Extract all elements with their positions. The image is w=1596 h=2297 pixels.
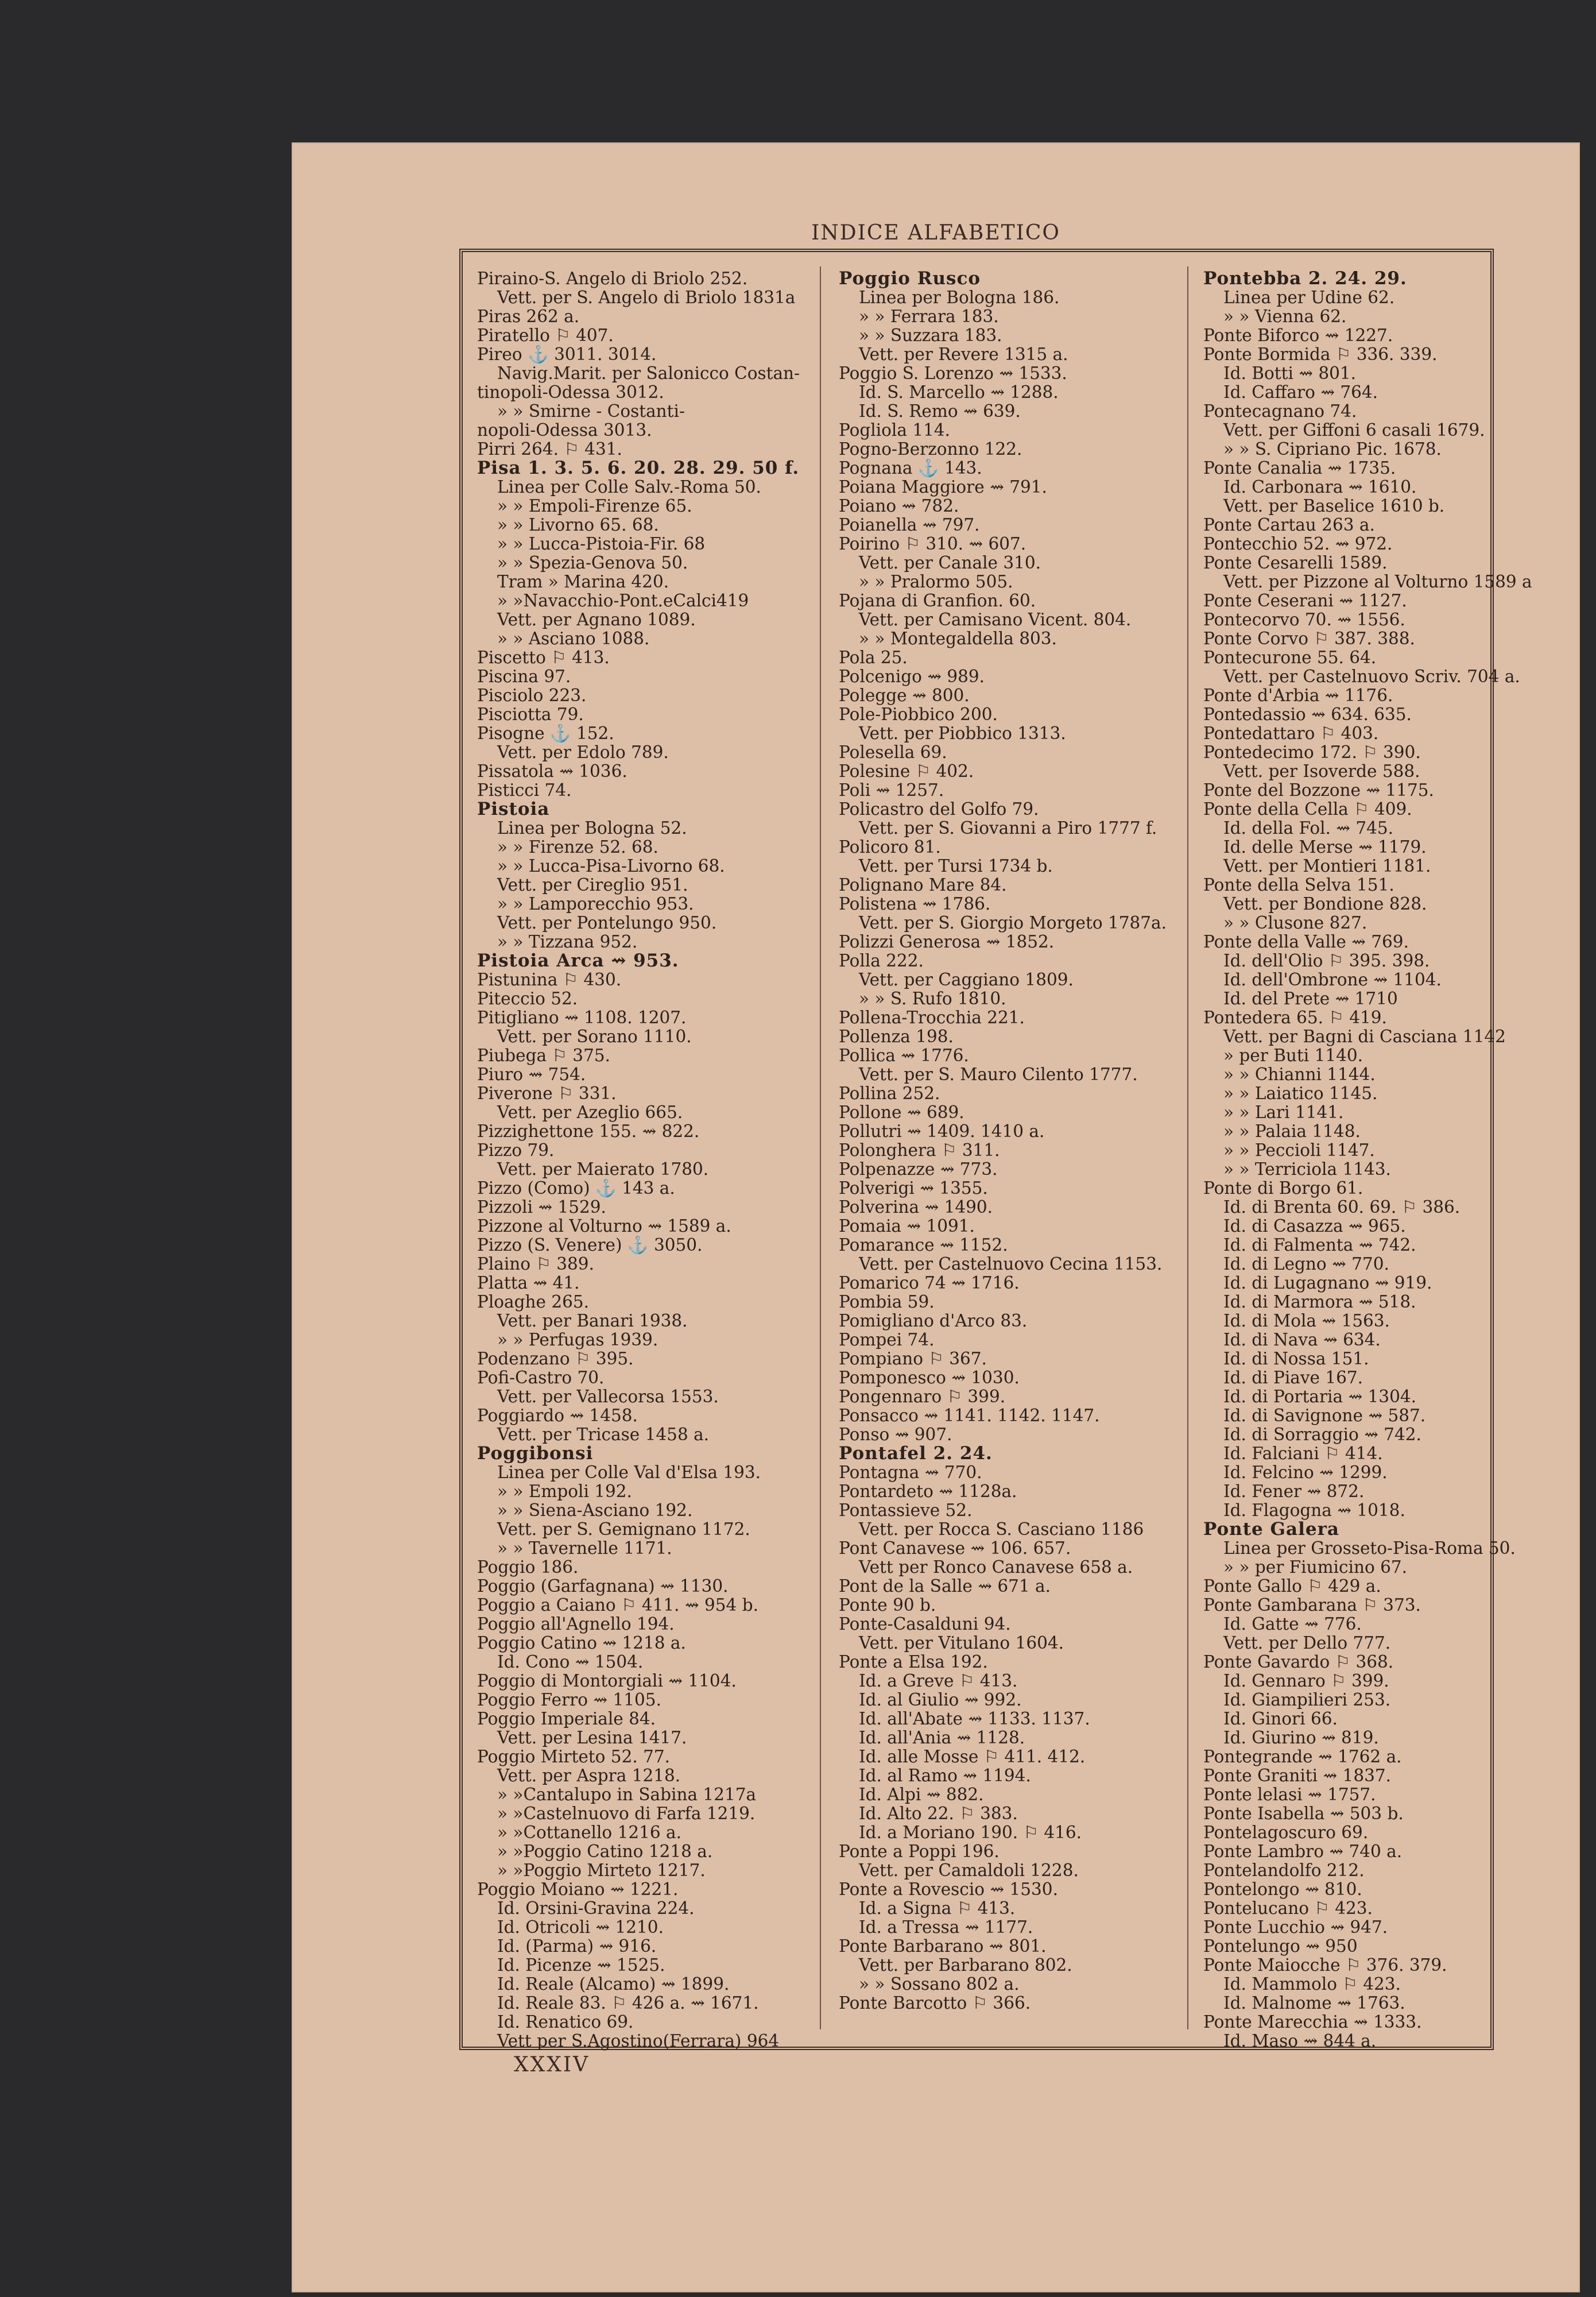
index-entry: Pontelungo ⇝ 950 (1203, 1937, 1358, 1956)
index-entry: Vett. per Rocca S. Casciano 1186 (859, 1520, 1144, 1539)
index-entry: Id. del Prete ⇝ 1710 (1223, 989, 1398, 1008)
index-entry: Polonghera ⚐ 311. (839, 1141, 1000, 1160)
index-entry: Ponte Cesarelli 1589. (1203, 554, 1388, 573)
index-entry: Vett. per Pontelungo 950. (497, 914, 717, 933)
index-entry: Pontegrande ⇝ 1762 a. (1203, 1747, 1402, 1766)
index-entry: » » S. Rufo 1810. (859, 989, 1006, 1008)
index-entry: Polizzi Generosa ⇝ 1852. (839, 933, 1055, 952)
index-entry: Piscina 97. (477, 667, 571, 686)
column-divider (1187, 266, 1188, 2029)
index-entry: Ponte Ceserani ⇝ 1127. (1203, 591, 1407, 610)
index-entry: Pontafel 2. 24. (839, 1444, 993, 1463)
index-entry: Pojana di Granfion. 60. (839, 591, 1036, 610)
index-entry: » » Lari 1141. (1223, 1103, 1344, 1122)
index-entry: Id. all'Ania ⇝ 1128. (859, 1728, 1025, 1747)
index-entry: Id. di Piave 167. (1223, 1368, 1363, 1387)
index-entry: Pomarico 74 ⇝ 1716. (839, 1274, 1020, 1293)
index-entry: Piratello ⚐ 407. (477, 326, 614, 345)
index-entry: Pizzo (S. Venere) ⚓ 3050. (477, 1236, 703, 1255)
index-entry: Id. di Legno ⇝ 770. (1223, 1255, 1389, 1274)
index-entry: Ponte Canalia ⇝ 1735. (1203, 459, 1396, 478)
index-entry: Pomigliano d'Arco 83. (839, 1312, 1028, 1331)
index-entry: Pofi-Castro 70. (477, 1368, 605, 1387)
index-entry: Id. Gatte ⇝ 776. (1223, 1615, 1362, 1634)
index-entry: Vett. per Baselice 1610 b. (1223, 497, 1445, 516)
index-entry: Id. al Giulio ⇝ 992. (859, 1691, 1022, 1710)
index-entry: Pitigliano ⇝ 1108. 1207. (477, 1008, 687, 1027)
index-entry: Id. di Lugagnano ⇝ 919. (1223, 1274, 1432, 1293)
index-entry: Piscetto ⚐ 413. (477, 648, 610, 667)
index-entry: Poggio S. Lorenzo ⇝ 1533. (839, 364, 1067, 383)
index-entry: Id. Cono ⇝ 1504. (497, 1653, 644, 1672)
index-entry: Pisticci 74. (477, 781, 572, 800)
index-entry: Poggio (Garfagnana) ⇝ 1130. (477, 1577, 729, 1596)
index-entry: Pontedassio ⇝ 634. 635. (1203, 705, 1412, 724)
index-entry: Ponte della Valle ⇝ 769. (1203, 933, 1409, 952)
index-entry: Id. Ginori 66. (1223, 1710, 1338, 1728)
index-entry: Pizzighettone 155. ⇝ 822. (477, 1122, 700, 1141)
index-entry: Polesine ⚐ 402. (839, 762, 974, 781)
index-entry: Polverina ⇝ 1490. (839, 1198, 993, 1217)
index-entry: Ponso ⇝ 907. (839, 1425, 952, 1444)
index-entry: Vett. per Lesina 1417. (497, 1728, 687, 1747)
index-entry: Pongennaro ⚐ 399. (839, 1387, 1006, 1406)
book-page (293, 144, 1579, 2291)
index-entry: Ponte a Elsa 192. (839, 1653, 988, 1672)
index-entry: Id. di Brenta 60. 69. ⚐ 386. (1223, 1198, 1461, 1217)
index-entry: Id. all'Abate ⇝ 1133. 1137. (859, 1710, 1090, 1728)
index-entry: Id. di Nava ⇝ 634. (1223, 1331, 1381, 1349)
index-entry: » » Lucca-Pisa-Livorno 68. (497, 857, 725, 876)
index-entry: Vett. per S. Mauro Cilento 1777. (859, 1065, 1138, 1084)
index-entry: Pontelandolfo 212. (1203, 1861, 1365, 1880)
index-entry: Poggio a Caiano ⚐ 411. ⇝ 954 b. (477, 1596, 758, 1615)
index-frame (459, 249, 1532, 2051)
index-entry: Poli ⇝ 1257. (839, 781, 944, 800)
index-entry: Ponte Gallo ⚐ 429 a. (1203, 1577, 1381, 1596)
index-entry: Linea per Grosseto-Pisa-Roma 50. (1223, 1539, 1516, 1558)
index-entry: Vett. per Montieri 1181. (1223, 857, 1431, 876)
index-entry: Id. Gennaro ⚐ 399. (1223, 1672, 1389, 1691)
index-entry: Pontelongo ⇝ 810. (1203, 1880, 1362, 1899)
index-entry: Vett. per Vitulano 1604. (859, 1634, 1064, 1653)
index-entry: Pizzone al Volturno ⇝ 1589 a. (477, 1217, 731, 1236)
index-entry: Poiano ⇝ 782. (839, 497, 959, 516)
index-entry: Ponte Marecchia ⇝ 1333. (1203, 2013, 1422, 2032)
index-entry: Polla 222. (839, 952, 924, 970)
index-entry: Pollina 252. (839, 1084, 940, 1103)
index-entry: Poggio Ferro ⇝ 1105. (477, 1691, 661, 1710)
index-entry: Vett. per S. Angelo di Briolo 1831a (497, 288, 796, 307)
index-entry: Id. di Sorraggio ⇝ 742. (1223, 1425, 1421, 1444)
index-entry: » » Siena-Asciano 192. (497, 1501, 693, 1520)
index-entry: Id. Otricoli ⇝ 1210. (497, 1918, 664, 1937)
index-entry: Linea per Colle Salv.-Roma 50. (497, 478, 761, 497)
index-entry: Pombia 59. (839, 1293, 935, 1312)
index-entry: Piraino-S. Angelo di Briolo 252. (477, 269, 748, 288)
index-entry: Id. Falciani ⚐ 414. (1223, 1444, 1383, 1463)
index-entry: Id. di Casazza ⇝ 965. (1223, 1217, 1406, 1236)
index-entry: Ploaghe 265. (477, 1293, 590, 1312)
index-entry: Pisogne ⚓ 152. (477, 724, 614, 743)
index-entry: Id. S. Marcello ⇝ 1288. (859, 383, 1059, 402)
index-entry: Id. della Fol. ⇝ 745. (1223, 819, 1394, 838)
index-entry: » » Empoli-Firenze 65. (497, 497, 692, 516)
index-entry: Linea per Udine 62. (1223, 288, 1395, 307)
index-column-2 (839, 269, 1177, 2013)
index-entry: Pontedecimo 172. ⚐ 390. (1203, 743, 1421, 762)
index-entry: » » Vienna 62. (1223, 307, 1347, 326)
index-entry: Piteccio 52. (477, 989, 578, 1008)
index-entry: Id. Renatico 69. (497, 2013, 634, 2032)
index-entry: Tram » Marina 420. (497, 573, 669, 591)
index-entry: Ponte Lucchio ⇝ 947. (1203, 1918, 1388, 1937)
index-entry: Vett per S.Agostino(Ferrara) 964 (497, 2032, 780, 2051)
index-entry: Poggio Imperiale 84. (477, 1710, 656, 1728)
index-entry: » »Poggio Mirteto 1217. (497, 1861, 706, 1880)
index-entry: Vett. per Barbarano 802. (859, 1956, 1072, 1975)
index-entry: Id. Mammolo ⚐ 423. (1223, 1975, 1401, 1994)
index-entry: Id. (Parma) ⇝ 916. (497, 1937, 657, 1956)
index-entry: » » Peccioli 1147. (1223, 1141, 1375, 1160)
index-entry: Id. a Tressa ⇝ 1177. (859, 1918, 1033, 1937)
index-entry: Id. di Marmora ⇝ 518. (1223, 1293, 1416, 1312)
index-entry: Pomarance ⇝ 1152. (839, 1236, 1008, 1255)
index-column-3 (1203, 269, 1548, 2051)
index-entry: Pontecorvo 70. ⇝ 1556. (1203, 610, 1405, 629)
index-entry: Vett. per Castelnuovo Scriv. 704 a. (1223, 667, 1520, 686)
index-entry: » » Smirne - Costanti- (497, 402, 685, 421)
index-entry: Plaino ⚐ 389. (477, 1255, 594, 1274)
index-entry: Pistoia (477, 800, 550, 819)
index-entry: Piuro ⇝ 754. (477, 1065, 586, 1084)
index-entry: Ponte Cartau 263 a. (1203, 516, 1375, 535)
index-entry: Ponte Biforco ⇝ 1227. (1203, 326, 1393, 345)
index-entry: Id. delle Merse ⇝ 1179. (1223, 838, 1427, 857)
index-entry: Piras 262 a. (477, 307, 580, 326)
index-entry: » » Ferrara 183. (859, 307, 999, 326)
index-entry: Id. Fener ⇝ 872. (1223, 1482, 1365, 1501)
index-entry: Ponte Gambarana ⚐ 373. (1203, 1596, 1421, 1615)
index-entry: Id. Reale (Alcamo) ⇝ 1899. (497, 1975, 730, 1994)
index-entry: Id. a Moriano 190. ⚐ 416. (859, 1823, 1082, 1842)
index-entry: » »Poggio Catino 1218 a. (497, 1842, 713, 1861)
index-entry: Poiana Maggiore ⇝ 791. (839, 478, 1047, 497)
index-entry: Pola 25. (839, 648, 908, 667)
index-entry: Id. S. Remo ⇝ 639. (859, 402, 1021, 421)
index-entry: Id. di Portaria ⇝ 1304. (1223, 1387, 1416, 1406)
index-entry: Id. di Savignone ⇝ 587. (1223, 1406, 1426, 1425)
index-entry: Linea per Colle Val d'Elsa 193. (497, 1463, 761, 1482)
index-entry: Linea per Bologna 52. (497, 819, 687, 838)
index-entry: Id. Picenze ⇝ 1525. (497, 1956, 665, 1975)
index-entry: Poggibonsi (477, 1444, 594, 1463)
index-entry: tinopoli-Odessa 3012. (477, 383, 664, 402)
index-entry: » » Asciano 1088. (497, 629, 650, 648)
index-entry: Ponte a Poppi 196. (839, 1842, 1000, 1861)
index-entry: Id. di Falmenta ⇝ 742. (1223, 1236, 1416, 1255)
index-entry: Pisciolo 223. (477, 686, 587, 705)
column-divider (820, 266, 821, 2029)
index-entry: » » Empoli 192. (497, 1482, 632, 1501)
index-entry: Vett. per S. Giorgio Morgeto 1787a. (859, 914, 1167, 933)
index-entry: Id. Felcino ⇝ 1299. (1223, 1463, 1388, 1482)
index-entry: » » Terriciola 1143. (1223, 1160, 1391, 1179)
index-entry: » » Tizzana 952. (497, 933, 638, 952)
index-entry: » » per Fiumicino 67. (1223, 1558, 1407, 1577)
index-entry: Pollica ⇝ 1776. (839, 1046, 969, 1065)
index-entry: Polistena ⇝ 1786. (839, 895, 991, 914)
index-entry: Poggio Catino ⇝ 1218 a. (477, 1634, 686, 1653)
index-entry: Ponte della Cella ⚐ 409. (1203, 800, 1412, 819)
index-entry: Pontardeto ⇝ 1128a. (839, 1482, 1017, 1501)
index-entry: Id. Flagogna ⇝ 1018. (1223, 1501, 1405, 1520)
index-entry: Id. dell'Olio ⚐ 395. 398. (1223, 952, 1430, 970)
index-entry: Vett. per Castelnuovo Cecina 1153. (859, 1255, 1163, 1274)
index-entry: Ponte Barcotto ⚐ 366. (839, 1994, 1031, 2013)
index-entry: Vett. per Sorano 1110. (497, 1027, 692, 1046)
index-entry: » »Cantalupo in Sabina 1217a (497, 1785, 757, 1804)
index-entry: Ponte Gavardo ⚐ 368. (1203, 1653, 1394, 1672)
index-entry: » per Buti 1140. (1223, 1046, 1363, 1065)
index-entry: Pollena-Trocchia 221. (839, 1008, 1025, 1027)
index-entry: » » Livorno 65. 68. (497, 516, 659, 535)
index-entry: Vett per Ronco Canavese 658 a. (859, 1558, 1133, 1577)
index-entry: Vett. per Giffoni 6 casali 1679. (1223, 421, 1485, 440)
index-entry: Id. dell'Ombrone ⇝ 1104. (1223, 970, 1442, 989)
index-entry: Pissatola ⇝ 1036. (477, 762, 627, 781)
index-entry: Poggio Rusco (839, 269, 981, 288)
index-entry: Pole-Piobbico 200. (839, 705, 998, 724)
index-entry: Ponte 90 b. (839, 1596, 936, 1615)
index-entry: Polverigi ⇝ 1355. (839, 1179, 988, 1198)
index-entry: Poggio Moiano ⇝ 1221. (477, 1880, 679, 1899)
index-entry: » » Tavernelle 1171. (497, 1539, 672, 1558)
index-entry: Pontassieve 52. (839, 1501, 973, 1520)
index-entry: » » Suzzara 183. (859, 326, 1002, 345)
index-entry: Id. di Nossa 151. (1223, 1349, 1369, 1368)
index-entry: Pontedera 65. ⚐ 419. (1203, 1008, 1387, 1027)
index-entry: Vett. per Banari 1938. (497, 1312, 688, 1331)
index-entry: Poggio Mirteto 52. 77. (477, 1747, 671, 1766)
index-entry: Pistunina ⚐ 430. (477, 970, 622, 989)
index-entry: Pollone ⇝ 689. (839, 1103, 964, 1122)
index-entry: Policoro 81. (839, 838, 941, 857)
index-entry: Polesella 69. (839, 743, 947, 762)
index-entry: Pomaia ⇝ 1091. (839, 1217, 975, 1236)
index-entry: » » Laiatico 1145. (1223, 1084, 1378, 1103)
index-entry: Pontagna ⇝ 770. (839, 1463, 982, 1482)
index-entry: Vett. per Camaldoli 1228. (859, 1861, 1079, 1880)
index-entry: Ponte Isabella ⇝ 503 b. (1203, 1804, 1404, 1823)
index-entry: Id. Giampilieri 253. (1223, 1691, 1391, 1710)
index-entry: Ponte Corvo ⚐ 387. 388. (1203, 629, 1415, 648)
index-entry: Ponte a Rovescio ⇝ 1530. (839, 1880, 1058, 1899)
index-entry: Poggio di Montorgiali ⇝ 1104. (477, 1672, 737, 1691)
index-entry: Pizzo (Como) ⚓ 143 a. (477, 1179, 675, 1198)
index-entry: » » Sossano 802 a. (859, 1975, 1020, 1994)
index-entry: Pognana ⚓ 143. (839, 459, 982, 478)
index-entry: Pontelagoscuro 69. (1203, 1823, 1369, 1842)
index-entry: Polegge ⇝ 800. (839, 686, 970, 705)
index-entry: Ponteluca​no ⚐ 423. (1203, 1899, 1373, 1918)
index-entry: Id. alle Mosse ⚐ 411. 412. (859, 1747, 1086, 1766)
index-entry: Pisa 1. 3. 5. 6. 20. 28. 29. 50 f. (477, 459, 800, 478)
index-entry: Id. Reale 83. ⚐ 426 a. ⇝ 1671. (497, 1994, 759, 2013)
index-entry: Linea per Bologna 186. (859, 288, 1060, 307)
index-entry: Ponte del Bozzone ⇝ 1175. (1203, 781, 1434, 800)
index-entry: Pontecchio 52. ⇝ 972. (1203, 535, 1393, 554)
index-entry: Vett. per Revere 1315 a. (859, 345, 1068, 364)
index-entry: Id. Alto 22. ⚐ 383. (859, 1804, 1018, 1823)
index-entry: Pogno-Berzonno 122. (839, 440, 1022, 459)
index-entry: Id. Giurino ⇝ 819. (1223, 1728, 1379, 1747)
index-entry: nopoli-Odessa 3013. (477, 421, 652, 440)
index-entry: Pireo ⚓ 3011. 3014. (477, 345, 657, 364)
index-entry: Id. Malnome ⇝ 1763. (1223, 1994, 1405, 2013)
index-entry: Vett. per Bagni di Casciana 1142 (1223, 1027, 1506, 1046)
index-entry: Ponte di Borgo 61. (1203, 1179, 1363, 1198)
index-entry: Vett. per Caggiano 1809. (859, 970, 1074, 989)
index-entry: Vett. per Agnano 1089. (497, 610, 696, 629)
index-entry: » » Firenze 52. 68. (497, 838, 658, 857)
index-entry: Pollutri ⇝ 1409. 1410 a. (839, 1122, 1045, 1141)
index-entry: Pontecagnano 74. (1203, 402, 1357, 421)
index-entry: » » Palaia 1148. (1223, 1122, 1361, 1141)
index-entry: Id. Botti ⇝ 801. (1223, 364, 1357, 383)
index-entry: Vett. per Pizzone al Volturno 1589 a (1223, 573, 1532, 591)
index-entry: Pompei 74. (839, 1331, 935, 1349)
index-entry: Pirri 264. ⚐ 431. (477, 440, 622, 459)
index-entry: Vett. per Vallecorsa 1553. (497, 1387, 719, 1406)
index-entry: Vett. per Tricase 1458 a. (497, 1425, 710, 1444)
index-entry: Pontecurone 55. 64. (1203, 648, 1377, 667)
index-entry: Vett. per Dello 777. (1223, 1634, 1391, 1653)
index-entry: Vett. per Tursi 1734 b. (859, 857, 1053, 876)
index-entry: Poggio 186. (477, 1558, 579, 1577)
index-entry: Vett. per Isoverde 588. (1223, 762, 1420, 781)
index-entry: Id. Alpi ⇝ 882. (859, 1785, 984, 1804)
index-entry: » » Spezia-Genova 50. (497, 554, 688, 573)
index-entry: » »Cottanello 1216 a. (497, 1823, 681, 1842)
index-entry: » » Lamporecchio 953. (497, 895, 694, 914)
index-entry: Poggiardo ⇝ 1458. (477, 1406, 638, 1425)
index-entry: Ponte Bormida ⚐ 336. 339. (1203, 345, 1438, 364)
index-entry: Polignano Mare 84. (839, 876, 1007, 895)
index-entry: Piverone ⚐ 331. (477, 1084, 617, 1103)
index-entry: Id. Maso ⇝ 844 a. (1223, 2032, 1377, 2051)
index-entry: Policastro del Golfo 79. (839, 800, 1039, 819)
index-entry: Id. al Ramo ⇝ 1194. (859, 1766, 1031, 1785)
index-entry: Pontebba 2. 24. 29. (1203, 269, 1407, 288)
index-entry: Id. a Signa ⚐ 413. (859, 1899, 1016, 1918)
index-entry: » » Chianni 1144. (1223, 1065, 1376, 1084)
index-entry: » » Clusone 827. (1223, 914, 1368, 933)
index-entry: Ponte Galera (1203, 1520, 1340, 1539)
index-entry: » »Navacchio-Pont.eCalci419 (497, 591, 749, 610)
index-entry: Ponte Barbarano ⇝ 801. (839, 1937, 1047, 1956)
index-entry: Vett. per Piobbico 1313. (859, 724, 1066, 743)
index-entry: Pizzo 79. (477, 1141, 555, 1160)
index-entry: Ponte Lambro ⇝ 740 a. (1203, 1842, 1403, 1861)
index-entry: Id. Orsini-Gravina 224. (497, 1899, 695, 1918)
index-entry: » » Perfugas 1939. (497, 1331, 658, 1349)
index-entry: Vett. per Aspra 1218. (497, 1766, 681, 1785)
index-entry: Podenzano ⚐ 395. (477, 1349, 634, 1368)
index-entry: Vett. per S. Giovanni a Piro 1777 f. (859, 819, 1157, 838)
index-column-1 (477, 269, 807, 2051)
index-entry: Vett. per Bondione 828. (1223, 895, 1427, 914)
index-entry: Pollenza 198. (839, 1027, 954, 1046)
index-entry: » » Pralormo 505. (859, 573, 1013, 591)
index-entry: » » Montegaldella 803. (859, 629, 1057, 648)
index-entry: Ponte lelasi ⇝ 1757. (1203, 1785, 1376, 1804)
index-entry: Polpenazze ⇝ 773. (839, 1160, 998, 1179)
index-entry: Pont Canavese ⇝ 106. 657. (839, 1539, 1071, 1558)
index-entry: Platta ⇝ 41. (477, 1274, 580, 1293)
index-entry: Id. Carbonara ⇝ 1610. (1223, 478, 1417, 497)
index-entry: Ponte d'Arbia ⇝ 1176. (1203, 686, 1393, 705)
index-entry: Vett. per S. Gemignano 1172. (497, 1520, 750, 1539)
index-entry: Poirino ⚐ 310. ⇝ 607. (839, 535, 1026, 554)
index-entry: Pomponesco ⇝ 1030. (839, 1368, 1020, 1387)
index-entry: Navig.Marit. per Salonicco Costan- (497, 364, 800, 383)
index-entry: » »Castelnuovo di Farfa 1219. (497, 1804, 756, 1823)
index-entry: Pontedattaro ⚐ 403. (1203, 724, 1379, 743)
index-entry: Pisciotta 79. (477, 705, 584, 724)
index-entry: Ponte Maiocche ⚐ 376. 379. (1203, 1956, 1447, 1975)
page-number: XXXIV (514, 2053, 590, 2076)
index-entry: Id. Caffaro ⇝ 764. (1223, 383, 1378, 402)
index-entry: Vett. per Maierato 1780. (497, 1160, 709, 1179)
index-entry: Polcenigo ⇝ 989. (839, 667, 985, 686)
index-entry: » » S. Cipriano Pic. 1678. (1223, 440, 1442, 459)
index-entry: » » Lucca-Pistoia-Fir. 68 (497, 535, 706, 554)
index-entry: Poggio all'Agnello 194. (477, 1615, 675, 1634)
index-entry: Ponte Graniti ⇝ 1837. (1203, 1766, 1392, 1785)
index-entry: Vett. per Edolo 789. (497, 743, 669, 762)
index-entry: Pompiano ⚐ 367. (839, 1349, 987, 1368)
index-entry: Piubega ⚐ 375. (477, 1046, 610, 1065)
index-entry: Vett. per Azeglio 665. (497, 1103, 683, 1122)
index-entry: Pont de la Salle ⇝ 671 a. (839, 1577, 1051, 1596)
page-header: INDICE ALFABETICO (811, 221, 1060, 245)
index-entry: Pogliola 114. (839, 421, 951, 440)
index-entry: Vett. per Cireglio 951. (497, 876, 688, 895)
index-entry: Ponte-Casalduni 94. (839, 1615, 1011, 1634)
index-entry: Ponte della Selva 151. (1203, 876, 1394, 895)
index-entry: Pistoia Arca ⇝ 953. (477, 952, 679, 970)
index-entry: Pizzoli ⇝ 1529. (477, 1198, 606, 1217)
index-entry: Id. a Greve ⚐ 413. (859, 1672, 1018, 1691)
index-entry: Vett. per Canale 310. (859, 554, 1041, 573)
index-entry: Vett. per Camisano Vicent. 804. (859, 610, 1132, 629)
index-entry: Ponsacco ⇝ 1141. 1142. 1147. (839, 1406, 1100, 1425)
index-entry: Id. di Mola ⇝ 1563. (1223, 1312, 1390, 1331)
index-entry: Poianella ⇝ 797. (839, 516, 980, 535)
